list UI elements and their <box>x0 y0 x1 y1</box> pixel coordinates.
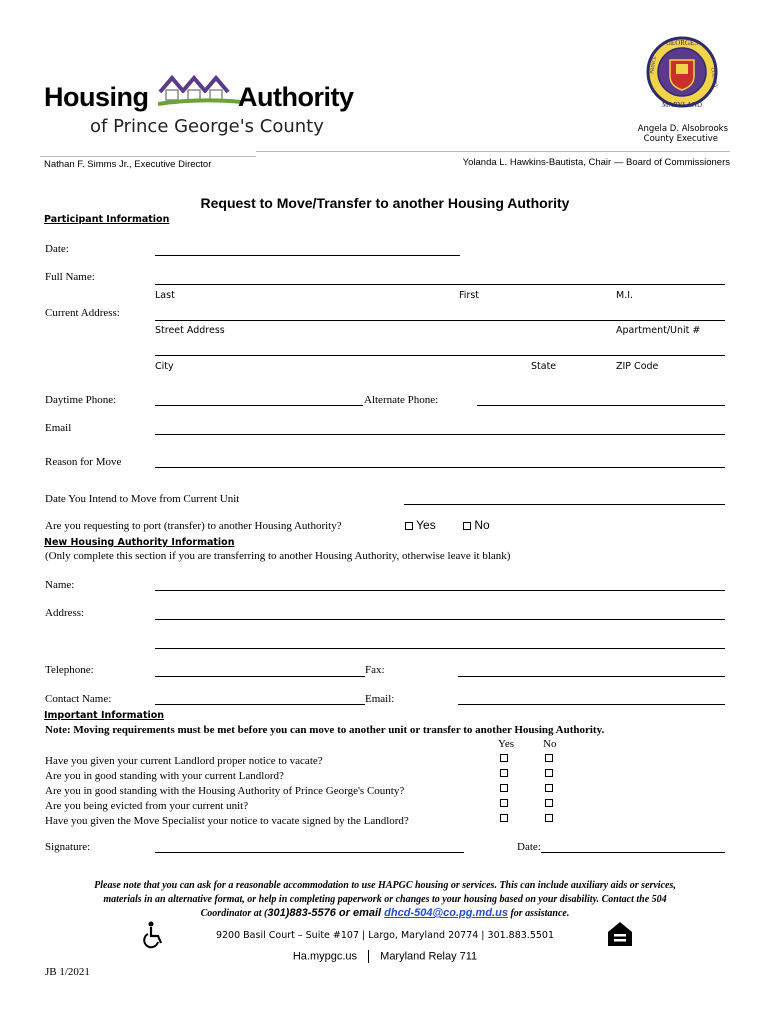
street-address-caption: Street Address <box>155 325 225 336</box>
participant-section-heading: Participant Information <box>44 214 170 225</box>
question-no-checkbox[interactable] <box>545 784 553 792</box>
reason-label: Reason for Move <box>45 456 122 468</box>
new-ha-telephone-field[interactable] <box>155 676 365 677</box>
important-note: Note: Moving requirements must be met before you can move to another unit or transfer to another Housing Authority. <box>45 724 605 736</box>
new-ha-address-field-2[interactable] <box>155 648 725 649</box>
question-yes-checkbox[interactable] <box>500 814 508 822</box>
new-ha-fax-label: Fax: <box>365 664 385 676</box>
logo-word-authority: Authority <box>238 82 354 112</box>
question-text: Have you given the Move Specialist your notice to vacate signed by the Landlord? <box>45 815 409 827</box>
signature-date-label: Date: <box>517 841 541 853</box>
full-name-field[interactable] <box>155 284 725 285</box>
date-label: Date: <box>45 243 69 255</box>
new-ha-email-field[interactable] <box>458 704 725 705</box>
board-chair: Yolanda L. Hawkins-Bautista, Chair — Board of Commissioners <box>462 157 730 168</box>
question-text: Are you in good standing with the Housing Authority of Prince George's County? <box>45 785 405 797</box>
new-ha-address-field[interactable] <box>155 619 725 620</box>
port-no-option[interactable] <box>463 518 490 532</box>
website-relay-row <box>0 950 770 963</box>
new-ha-telephone-label: Telephone: <box>45 664 94 676</box>
accommodation-line-3 <box>0 907 770 919</box>
reason-field[interactable] <box>155 467 725 468</box>
question-row <box>45 766 565 781</box>
yes-column-header: Yes <box>498 738 515 750</box>
or-email-text: or email <box>335 907 385 919</box>
separator <box>368 950 369 963</box>
new-ha-email-label: Email: <box>365 693 395 705</box>
housing-authority-logo <box>44 70 374 142</box>
question-yes-checkbox[interactable] <box>500 784 508 792</box>
accommodation-line-1: Please note that you can ask for a reasonable accommodation to use HAPGC housing or services. This can include auxiliary aids or services, <box>94 880 676 891</box>
equal-housing-opportunity-icon <box>606 920 634 948</box>
seal-text-right: COUNTY <box>709 67 718 89</box>
email-label: Email <box>45 422 72 434</box>
question-yes-checkbox[interactable] <box>500 754 508 762</box>
daytime-phone-label: Daytime Phone: <box>45 394 117 406</box>
question-no-checkbox[interactable] <box>545 754 553 762</box>
city-caption: City <box>155 361 174 372</box>
for-assistance-text: for assistance. <box>507 908 570 919</box>
logo-subtitle: of Prince George's County <box>90 116 324 137</box>
question-text: Are you in good standing with your current Landlord? <box>45 770 284 782</box>
middle-initial-caption: M.I. <box>616 290 634 301</box>
city-state-zip-field[interactable] <box>155 355 725 356</box>
seal-text-bottom: MARYLAND <box>661 101 703 109</box>
port-yes-label: Yes <box>416 518 436 532</box>
question-no-checkbox[interactable] <box>545 799 553 807</box>
port-no-checkbox[interactable] <box>463 522 471 530</box>
houses-logo-icon <box>158 70 242 108</box>
new-ha-name-field[interactable] <box>155 590 725 591</box>
last-name-caption: Last <box>155 290 175 301</box>
new-ha-section-heading: New Housing Authority Information <box>44 537 235 548</box>
county-seal-icon <box>646 30 718 114</box>
question-row <box>45 811 565 826</box>
port-question: Are you requesting to port (transfer) to another Housing Authority? <box>45 520 342 532</box>
questions-list <box>45 751 565 826</box>
important-section-heading: Important Information <box>44 710 165 721</box>
first-name-caption: First <box>459 290 479 301</box>
current-address-label: Current Address: <box>45 307 120 319</box>
seal-text-left: PRINCE <box>650 55 659 75</box>
no-column-header: No <box>543 738 557 750</box>
county-executive-title: County Executive <box>643 134 718 144</box>
question-yes-checkbox[interactable] <box>500 799 508 807</box>
new-ha-address-label: Address: <box>45 607 85 619</box>
page-title: Request to Move/Transfer to another Housing Authority <box>200 195 570 211</box>
question-row <box>45 751 565 766</box>
coordinator-phone: 301)883-5576 <box>267 907 336 919</box>
coordinator-email-link[interactable]: dhcd-504@co.pg.md.us <box>384 907 508 919</box>
question-no-checkbox[interactable] <box>545 769 553 777</box>
website-link[interactable]: Ha.mypgc.us <box>292 950 358 963</box>
new-ha-contact-field[interactable] <box>155 704 365 705</box>
apartment-unit-caption: Apartment/Unit # <box>616 325 701 336</box>
street-address-field[interactable] <box>155 320 725 321</box>
coordinator-text: Coordinator at ( <box>200 908 268 919</box>
email-field[interactable] <box>155 434 725 435</box>
question-no-checkbox[interactable] <box>545 814 553 822</box>
port-yes-option[interactable] <box>405 518 436 532</box>
new-ha-note: (Only complete this section if you are transferring to another Housing Authority, otherwise leave it blank) <box>45 550 511 562</box>
accommodation-line-2: materials in an alternative format, or help in completing paperwork or changes to your housing based on your disability. Contact the 504 <box>103 894 667 905</box>
port-no-label: No <box>474 518 490 532</box>
question-yes-checkbox[interactable] <box>500 769 508 777</box>
port-yes-checkbox[interactable] <box>405 522 413 530</box>
daytime-phone-field[interactable] <box>155 405 363 406</box>
date-field[interactable] <box>155 255 460 256</box>
header-divider-right <box>256 151 730 152</box>
signature-label: Signature: <box>45 841 91 853</box>
date-intend-label: Date You Intend to Move from Current Unit <box>45 493 240 505</box>
maryland-relay: Maryland Relay 711 <box>380 950 478 963</box>
logo-word-housing: Housing <box>44 82 149 112</box>
county-executive-name: Angela D. Alsobrooks <box>637 124 728 134</box>
signature-field[interactable] <box>155 852 464 853</box>
alternate-phone-label: Alternate Phone: <box>364 394 439 406</box>
state-caption: State <box>531 361 557 372</box>
new-ha-contact-label: Contact Name: <box>45 693 112 705</box>
new-ha-name-label: Name: <box>45 579 75 591</box>
question-row <box>45 796 565 811</box>
question-text: Are you being evicted from your current unit? <box>45 800 249 812</box>
header-divider-left <box>40 156 256 157</box>
signature-date-field[interactable] <box>541 852 725 853</box>
form-code: JB 1/2021 <box>45 966 90 978</box>
question-row <box>45 781 565 796</box>
office-address: 9200 Basil Court – Suite #107 | Largo, Maryland 20774 | 301.883.5501 <box>215 930 555 941</box>
question-text: Have you given your current Landlord proper notice to vacate? <box>45 755 323 767</box>
alternate-phone-field[interactable] <box>477 405 725 406</box>
seal-text-top: GEORGES <box>665 39 699 47</box>
date-intend-field[interactable] <box>404 504 725 505</box>
new-ha-fax-field[interactable] <box>458 676 725 677</box>
zip-code-caption: ZIP Code <box>616 361 659 372</box>
executive-director: Nathan F. Simms Jr., Executive Director <box>44 159 212 170</box>
full-name-label: Full Name: <box>45 271 95 283</box>
